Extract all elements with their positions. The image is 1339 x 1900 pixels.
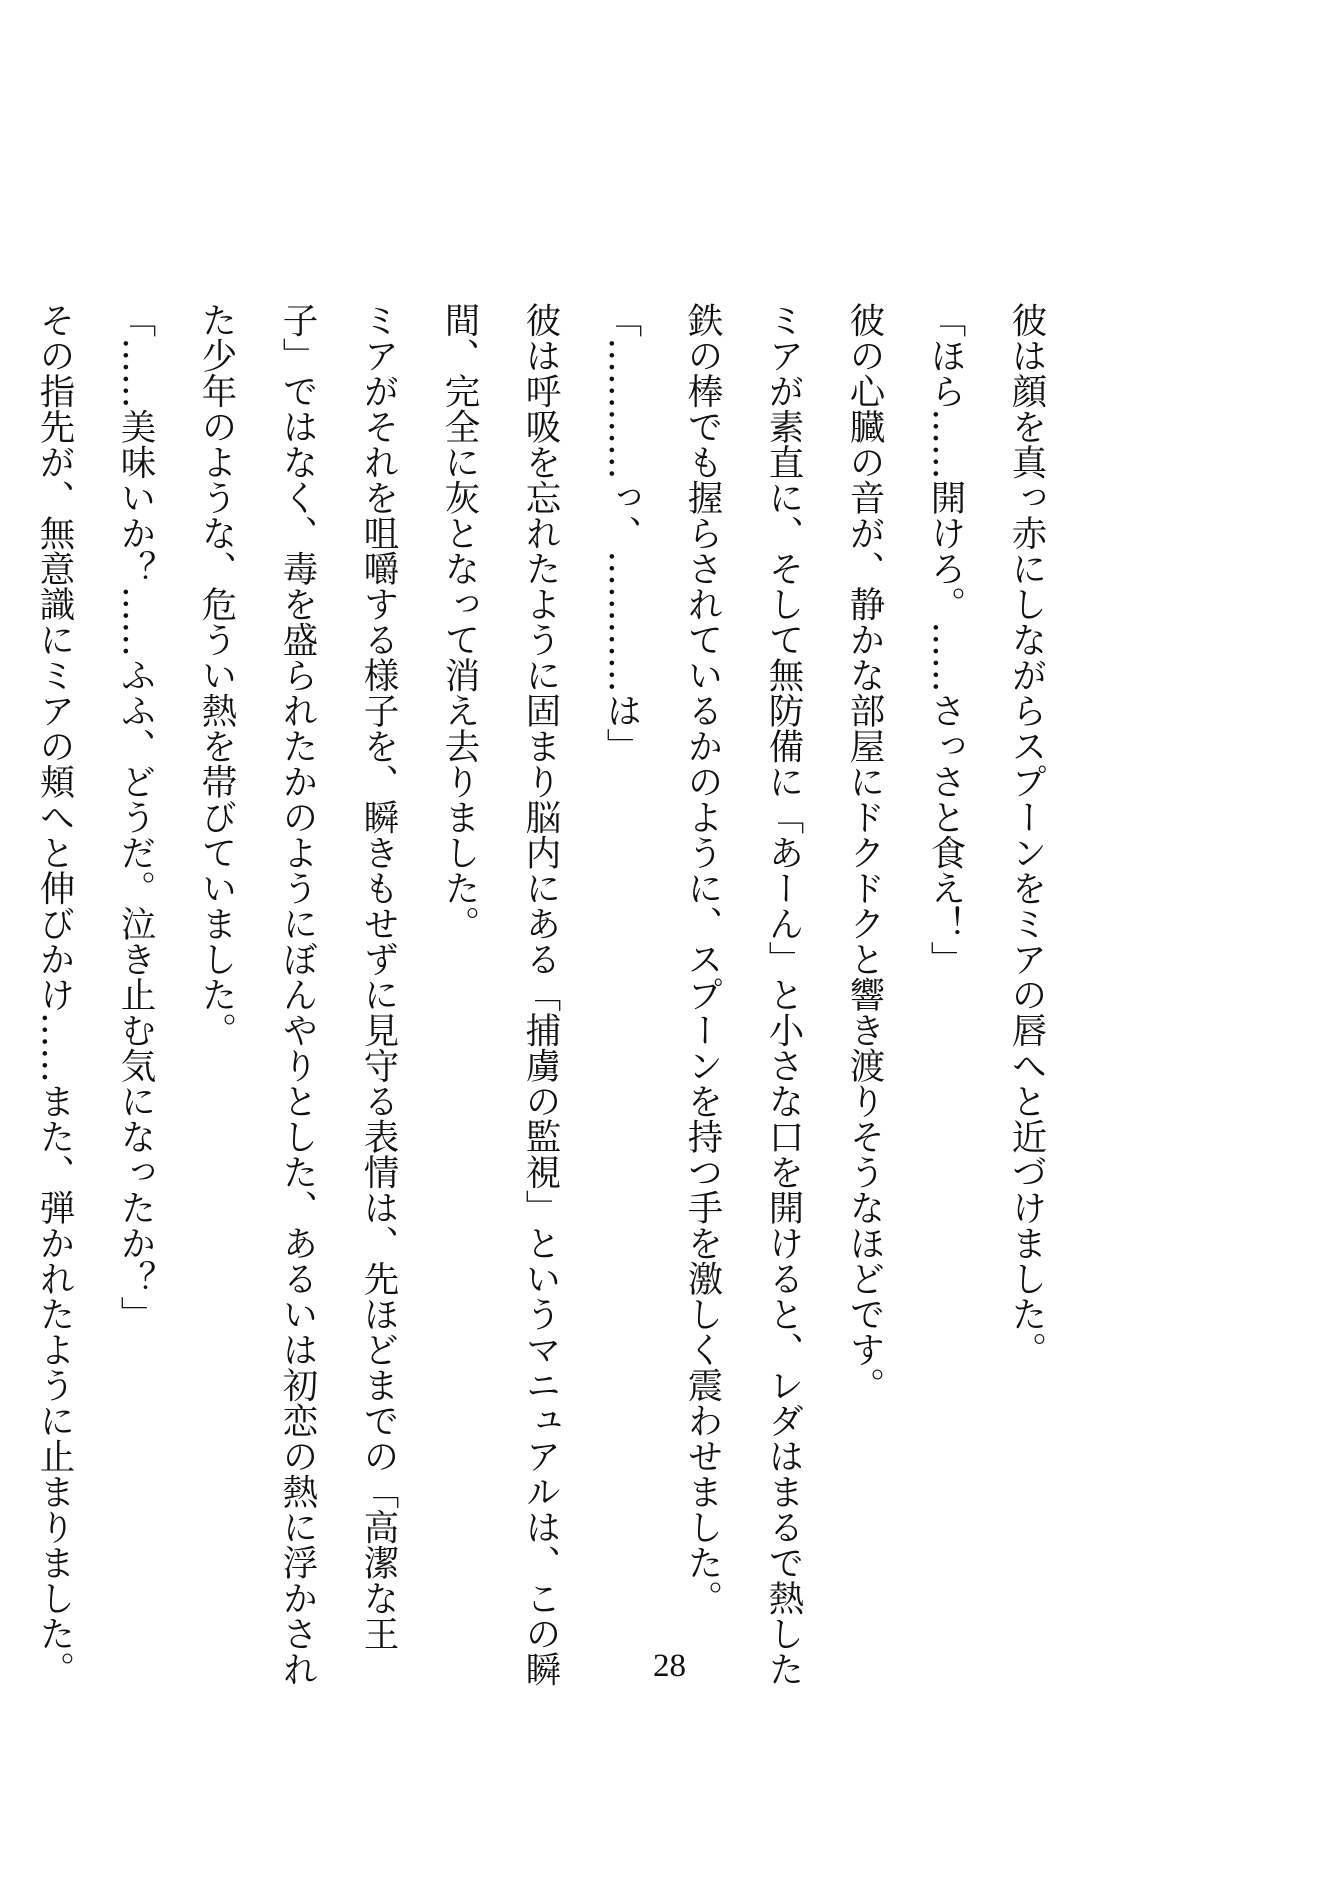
text-line-13: その指先が、無意識にミアの頬へと伸びかけ……また、弾かれたように止まりました。 — [34, 302, 75, 1687]
text-line-8: 間、完全に灰となって消え去りました。 — [439, 302, 480, 941]
text-line-12: 「……美味いか？……ふふ、どうだ。泣き止む気になったか？」 — [115, 302, 156, 1332]
text-line-3: 彼の心臓の音が、静かな部屋にドクドクと響き渡りそうなほどです。 — [844, 302, 885, 1403]
text-line-1: 彼は顔を真っ赤にしながらスプーンをミアの唇へと近づけました。 — [1006, 302, 1047, 1367]
text-line-5: 鉄の棒でも握らされているかのように、スプーンを持つ手を激しく震わせました。 — [682, 302, 723, 1616]
text-line-7: 彼は呼吸を忘れたように固まり脳内にある「捕虜の監視」というマニュアルは、この瞬 — [520, 302, 561, 1687]
text-line-9: ミアがそれを咀嚼する様子を、瞬きもせずに見守る表情は、先ほどまでの「高潔な王 — [358, 302, 399, 1651]
text-line-6: 「…………っ、…………は」 — [601, 302, 642, 764]
text-line-2: 「ほら……開けろ。……さっさと食え！」 — [925, 302, 966, 977]
text-line-4: ミアが素直に、そして無防備に「あーん」と小さな口を開けると、レダはまるで熱した — [763, 302, 804, 1687]
text-line-11: た少年のような、危うい熱を帯びていました。 — [196, 302, 237, 1048]
text-line-10: 子」ではなく、毒を盛られたかのようにぼんやりとした、あるいは初恋の熱に浮かされ — [277, 302, 318, 1687]
page-number: 28 — [653, 1648, 686, 1684]
